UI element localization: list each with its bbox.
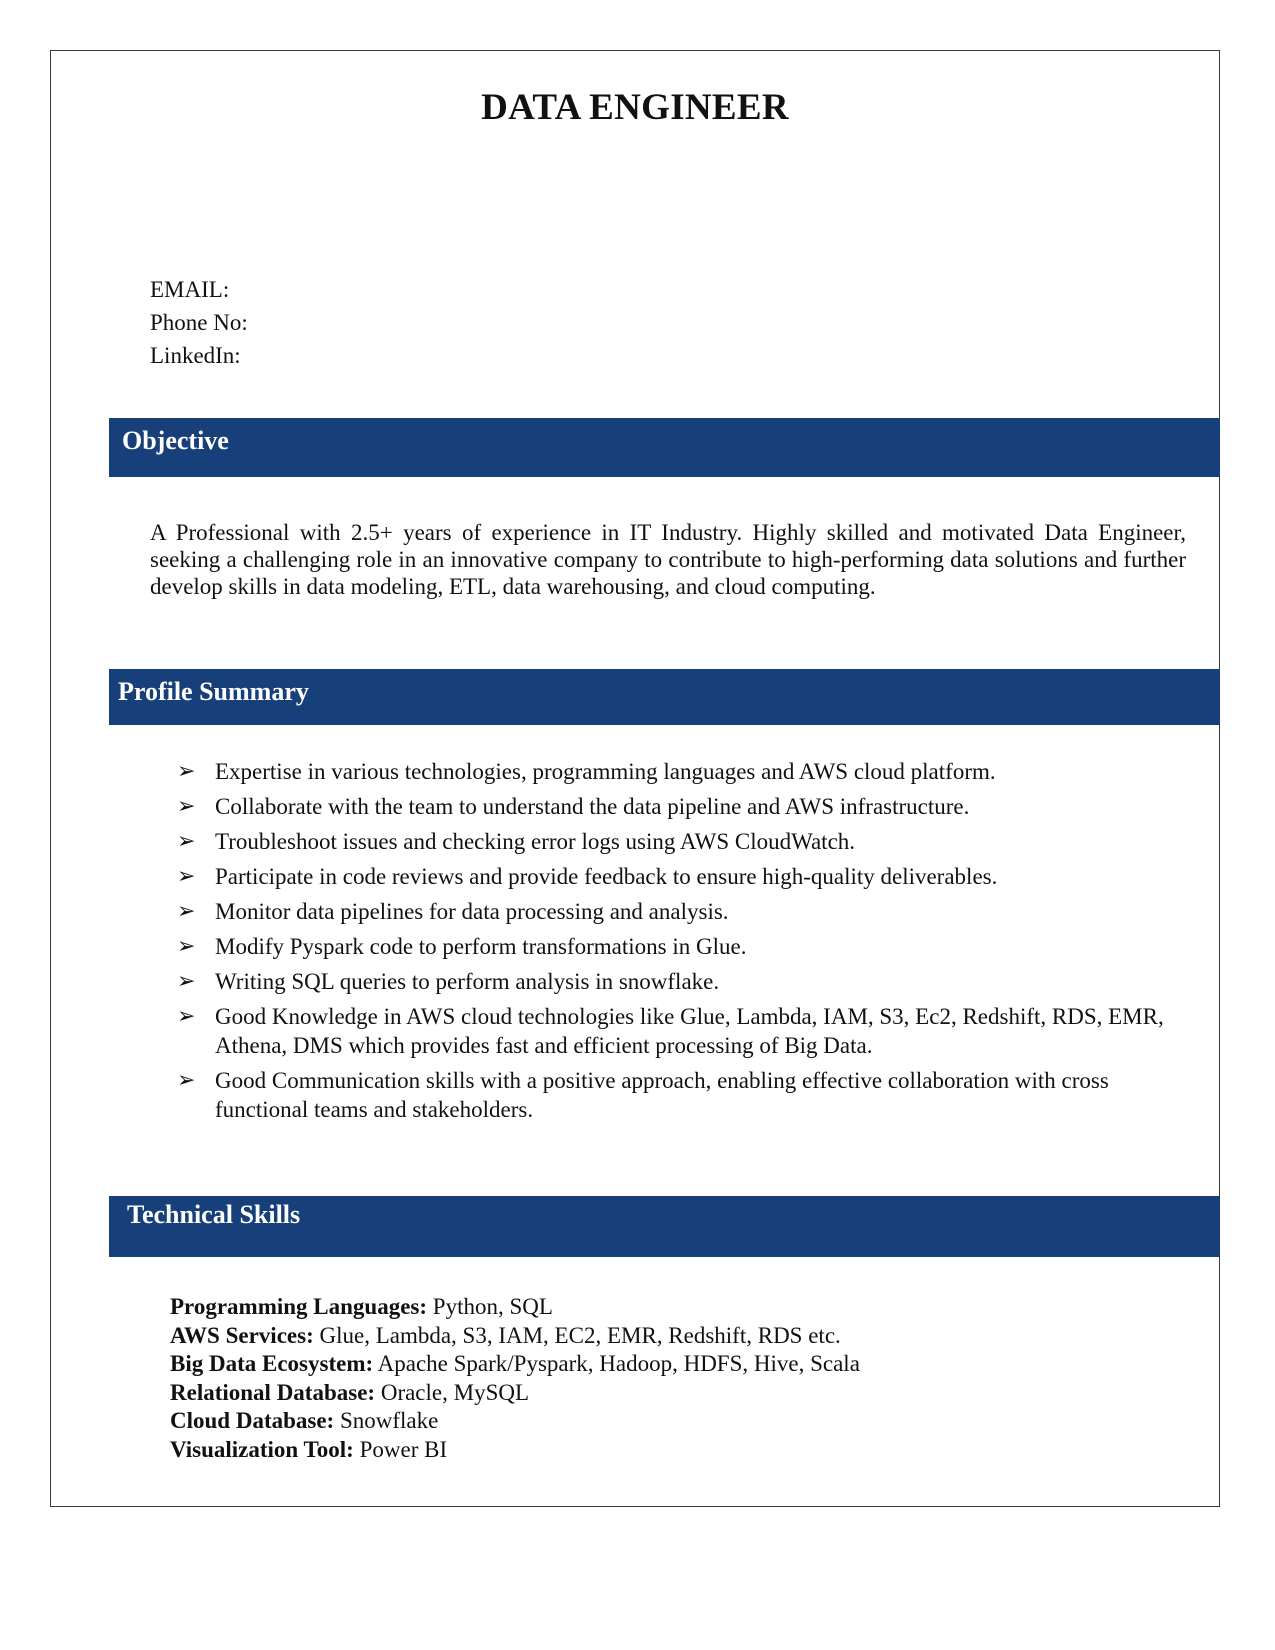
skill-label: Big Data Ecosystem: <box>170 1351 374 1376</box>
list-item <box>177 967 1197 996</box>
skill-row <box>170 1407 860 1436</box>
skill-value: Snowflake <box>339 1408 439 1433</box>
list-item-text: Monitor data pipelines for data processing and analysis. <box>215 899 729 924</box>
profile-summary-list <box>177 757 1197 1130</box>
contact-block <box>150 273 248 372</box>
skill-value: Apache Spark/Pyspark, Hadoop, HDFS, Hive, Scala <box>377 1351 860 1376</box>
skill-label: Programming Languages: <box>170 1294 428 1319</box>
skill-value: Glue, Lambda, S3, IAM, EC2, EMR, Redshift, RDS etc. <box>319 1322 841 1348</box>
phone-label: Phone No: <box>150 310 248 335</box>
list-item-text: Modify Pyspark code to perform transformations in Glue. <box>215 934 747 959</box>
list-item <box>177 1002 1197 1060</box>
skill-row <box>170 1379 860 1408</box>
skill-row <box>170 1322 860 1351</box>
skill-label: Cloud Database: <box>170 1408 335 1433</box>
list-item-text: Good Knowledge in AWS cloud technologies like Glue, Lambda, IAM, S3, Ec2, Redshift, RDS, EMR, Athena, DMS which provides fast and efficient processing of Big Data. <box>215 1004 1164 1058</box>
list-item-text: Good Communication skills with a positive approach, enabling effective collaboration with cross functional teams and stakeholders. <box>215 1068 1109 1122</box>
arrow-bullet-icon: ➢ <box>177 899 196 924</box>
arrow-bullet-icon: ➢ <box>177 969 196 994</box>
skill-row <box>170 1350 860 1379</box>
arrow-bullet-icon: ➢ <box>177 864 196 889</box>
list-item-text: Troubleshoot issues and checking error logs using AWS CloudWatch. <box>215 829 856 854</box>
email-label: EMAIL: <box>150 277 230 302</box>
skill-label: Relational Database: <box>170 1379 376 1405</box>
arrow-bullet-icon: ➢ <box>177 759 196 784</box>
list-item-text: Participate in code reviews and provide feedback to ensure high-quality deliverables. <box>215 864 998 889</box>
arrow-bullet-icon: ➢ <box>177 1004 196 1029</box>
list-item <box>177 1066 1197 1124</box>
technical-skills-heading: Technical Skills <box>127 1200 301 1229</box>
technical-skills-list <box>170 1293 860 1464</box>
document-title: DATA ENGINEER <box>481 87 789 128</box>
arrow-bullet-icon: ➢ <box>177 794 196 819</box>
list-item-text: Collaborate with the team to understand the data pipeline and AWS infrastructure. <box>215 794 970 819</box>
skill-row <box>170 1293 860 1322</box>
list-item <box>177 897 1197 926</box>
arrow-bullet-icon: ➢ <box>177 1068 196 1093</box>
profile-summary-heading-band <box>109 669 1220 725</box>
arrow-bullet-icon: ➢ <box>177 934 196 959</box>
skill-label: Visualization Tool: <box>170 1436 354 1462</box>
objective-heading-band <box>109 418 1220 477</box>
list-item-text: Writing SQL queries to perform analysis in snowflake. <box>215 969 720 994</box>
list-item <box>177 757 1197 786</box>
list-item-text: Expertise in various technologies, programming languages and AWS cloud platform. <box>215 759 996 784</box>
skill-row <box>170 1436 860 1465</box>
list-item <box>177 792 1197 821</box>
objective-text: A Professional with 2.5+ years of experience in IT Industry. Highly skilled and motivated Data Engineer, seeking a challenging role in an innovative company to contribute to high-performing data solutions and further develop skills in data modeling, ETL, data warehousing, and cloud computing. <box>150 520 1186 599</box>
skill-label: AWS Services: <box>170 1322 314 1348</box>
list-item <box>177 932 1197 961</box>
objective-heading: Objective <box>122 426 229 455</box>
skill-value: Oracle, MySQL <box>380 1379 530 1405</box>
linkedin-label: LinkedIn: <box>150 343 241 368</box>
profile-summary-heading: Profile Summary <box>118 677 309 706</box>
technical-skills-heading-band <box>109 1196 1220 1257</box>
list-item <box>177 862 1197 891</box>
skill-value: Power BI <box>359 1436 448 1462</box>
arrow-bullet-icon: ➢ <box>177 829 196 854</box>
list-item <box>177 827 1197 856</box>
skill-value: Python, SQL <box>432 1294 553 1319</box>
